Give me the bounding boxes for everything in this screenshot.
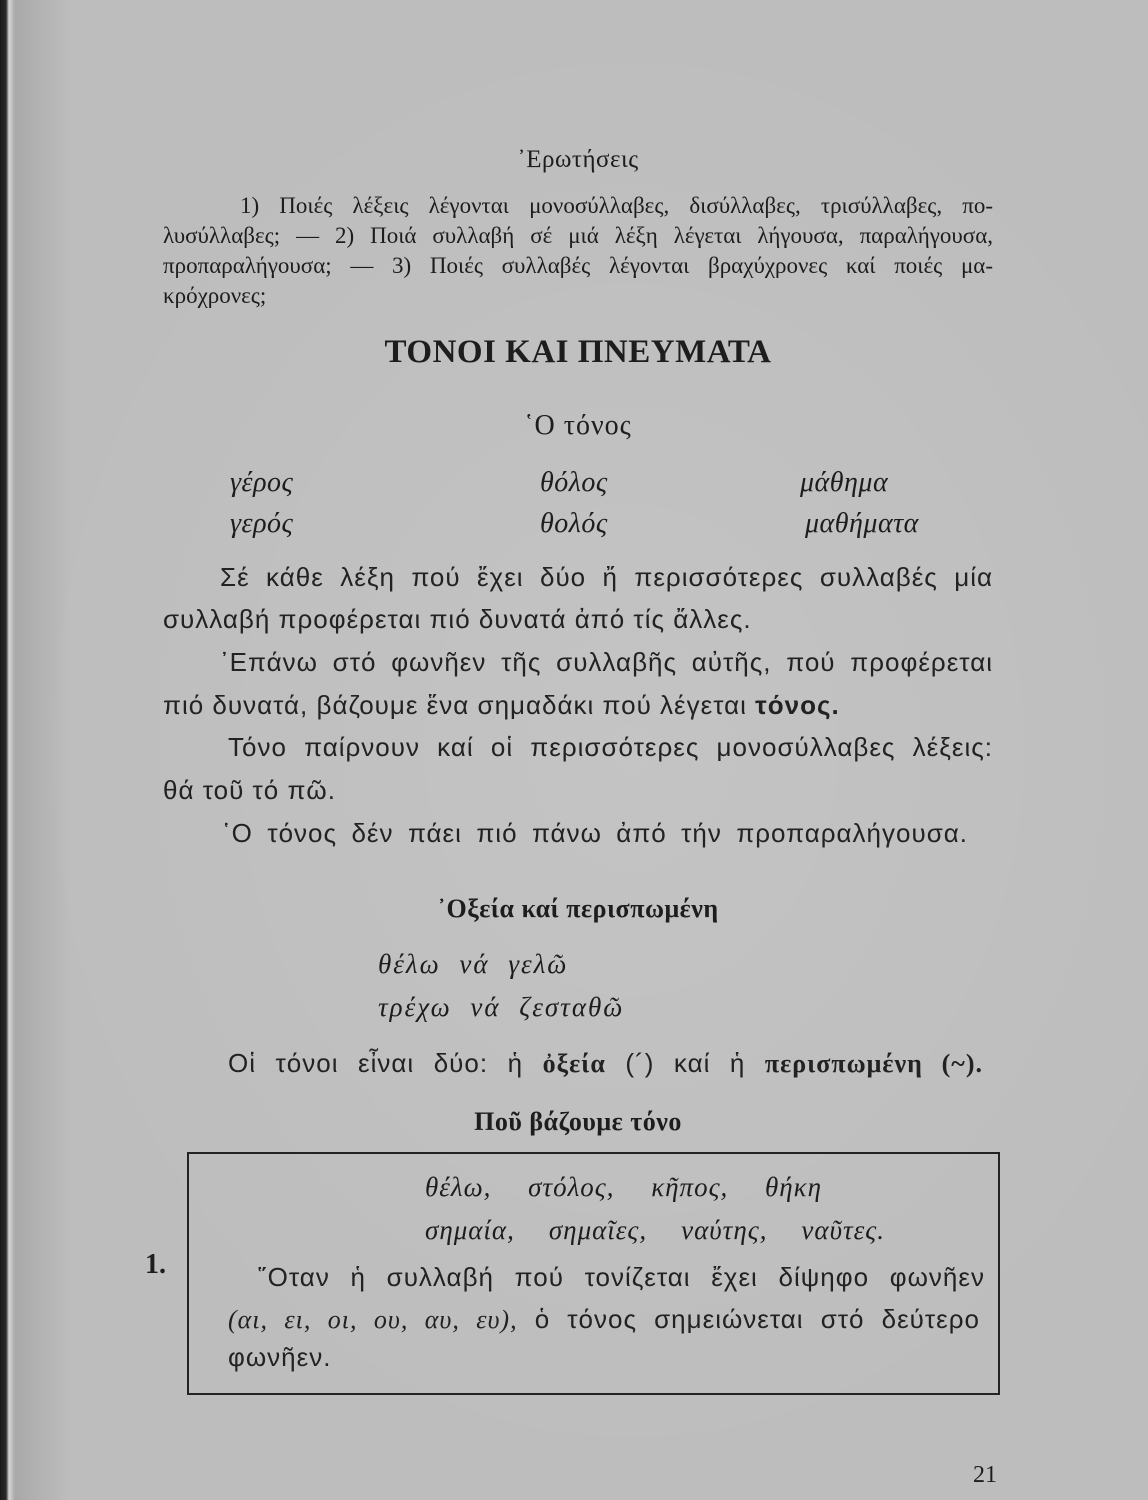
accents-statement — [228, 1048, 983, 1079]
body-line: Τόνο παίρνουν καί οἱ περισσότερες μονοσύλλαβες λέξεις: — [228, 732, 993, 762]
rule-example-line: σημαία, σημαῖες, ναύτης, ναῦτες. — [425, 1215, 885, 1245]
question-line: λυσύλλαβες; — 2) Ποιά συλλαβή σέ μιά λέξη λέγεται λήγουσα, παραλήγουσα, — [163, 223, 993, 248]
body-text: πιό δυνατά, βάζουμε ἕνα σημαδάκι πού λέγεται — [163, 690, 756, 720]
questions-heading: ᾿Ερωτήσεις — [517, 146, 639, 173]
example-word: γερός — [230, 508, 294, 539]
example-word: θολός — [540, 508, 608, 539]
term-perispomeni: περισπωμένη (~). — [764, 1049, 983, 1078]
rule-text: ὁ τόνος σημειώνεται στό δεύτερο — [517, 1304, 980, 1334]
rule-number: 1. — [145, 1249, 166, 1280]
example-word: θόλος — [540, 467, 608, 498]
rule-line: ῞Οταν ἡ συλλαβή πού τονίζεται ἔχει δίψηφο φωνῆεν — [258, 1262, 985, 1292]
rule-heading: Ποῦ βάζουμε τόνο — [474, 1107, 682, 1136]
body-line: ῾Ο τόνος δέν πάει πιό πάνω ἀπό τήν προπαραλήγουσα. — [222, 818, 968, 848]
body-line: συλλαβή προφέρεται πιό δυνατά ἀπό τίς ἄλλες. — [163, 604, 752, 634]
tonos-heading: ῾Ο τόνος — [524, 410, 632, 441]
example-word: μάθημα — [800, 467, 889, 498]
page-number: 21 — [973, 1462, 997, 1488]
example-word: γέρος — [230, 467, 294, 498]
statement-text: (´) καί ἡ — [605, 1048, 765, 1078]
body-line: θά τοῦ τό πῶ. — [163, 775, 336, 805]
example-word: μαθήματα — [805, 508, 919, 539]
section-title: ΤΟΝΟΙ ΚΑΙ ΠΝΕΥΜΑΤΑ — [384, 334, 772, 370]
term-oxeia: ὀξεία — [542, 1049, 606, 1078]
accents-heading: ᾿Οξεία καί περισπωμένη — [437, 894, 719, 923]
rule-line — [228, 1304, 980, 1335]
binding-edge — [0, 0, 70, 1500]
statement-text: Οἱ τόνοι εἶναι δύο: ἡ — [228, 1048, 543, 1078]
rule-example-line: θέλω, στόλος, κῆπος, θήκη — [425, 1172, 822, 1202]
question-line: κρόχρονες; — [163, 283, 267, 308]
body-line: ᾿Επάνω στό φωνῆεν τῆς συλλαβῆς αὐτῆς, πού προφέρεται — [220, 647, 993, 677]
question-line: προπαραλήγουσα; — 3) Ποιές συλλαβές λέγονται βραχύχρονες καί ποιές μα- — [163, 253, 993, 278]
term-tonos: τόνος. — [755, 690, 840, 720]
example-phrase: τρέχω νά ζεσταθῶ — [378, 992, 625, 1022]
body-line: Σέ κάθε λέξη πού ἔχει δύο ἤ περισσότερες συλλαβές μία — [220, 562, 993, 592]
example-phrase: θέλω νά γελῶ — [378, 949, 569, 979]
rule-line: φωνῆεν. — [228, 1342, 332, 1372]
question-line: 1) Ποιές λέξεις λέγονται μονοσύλλαβες, δισύλλαβες, τρισύλλαβες, πο- — [240, 193, 993, 218]
body-line — [163, 690, 983, 721]
diphthongs: (αι, ει, οι, ου, αυ, ευ), — [228, 1305, 518, 1334]
